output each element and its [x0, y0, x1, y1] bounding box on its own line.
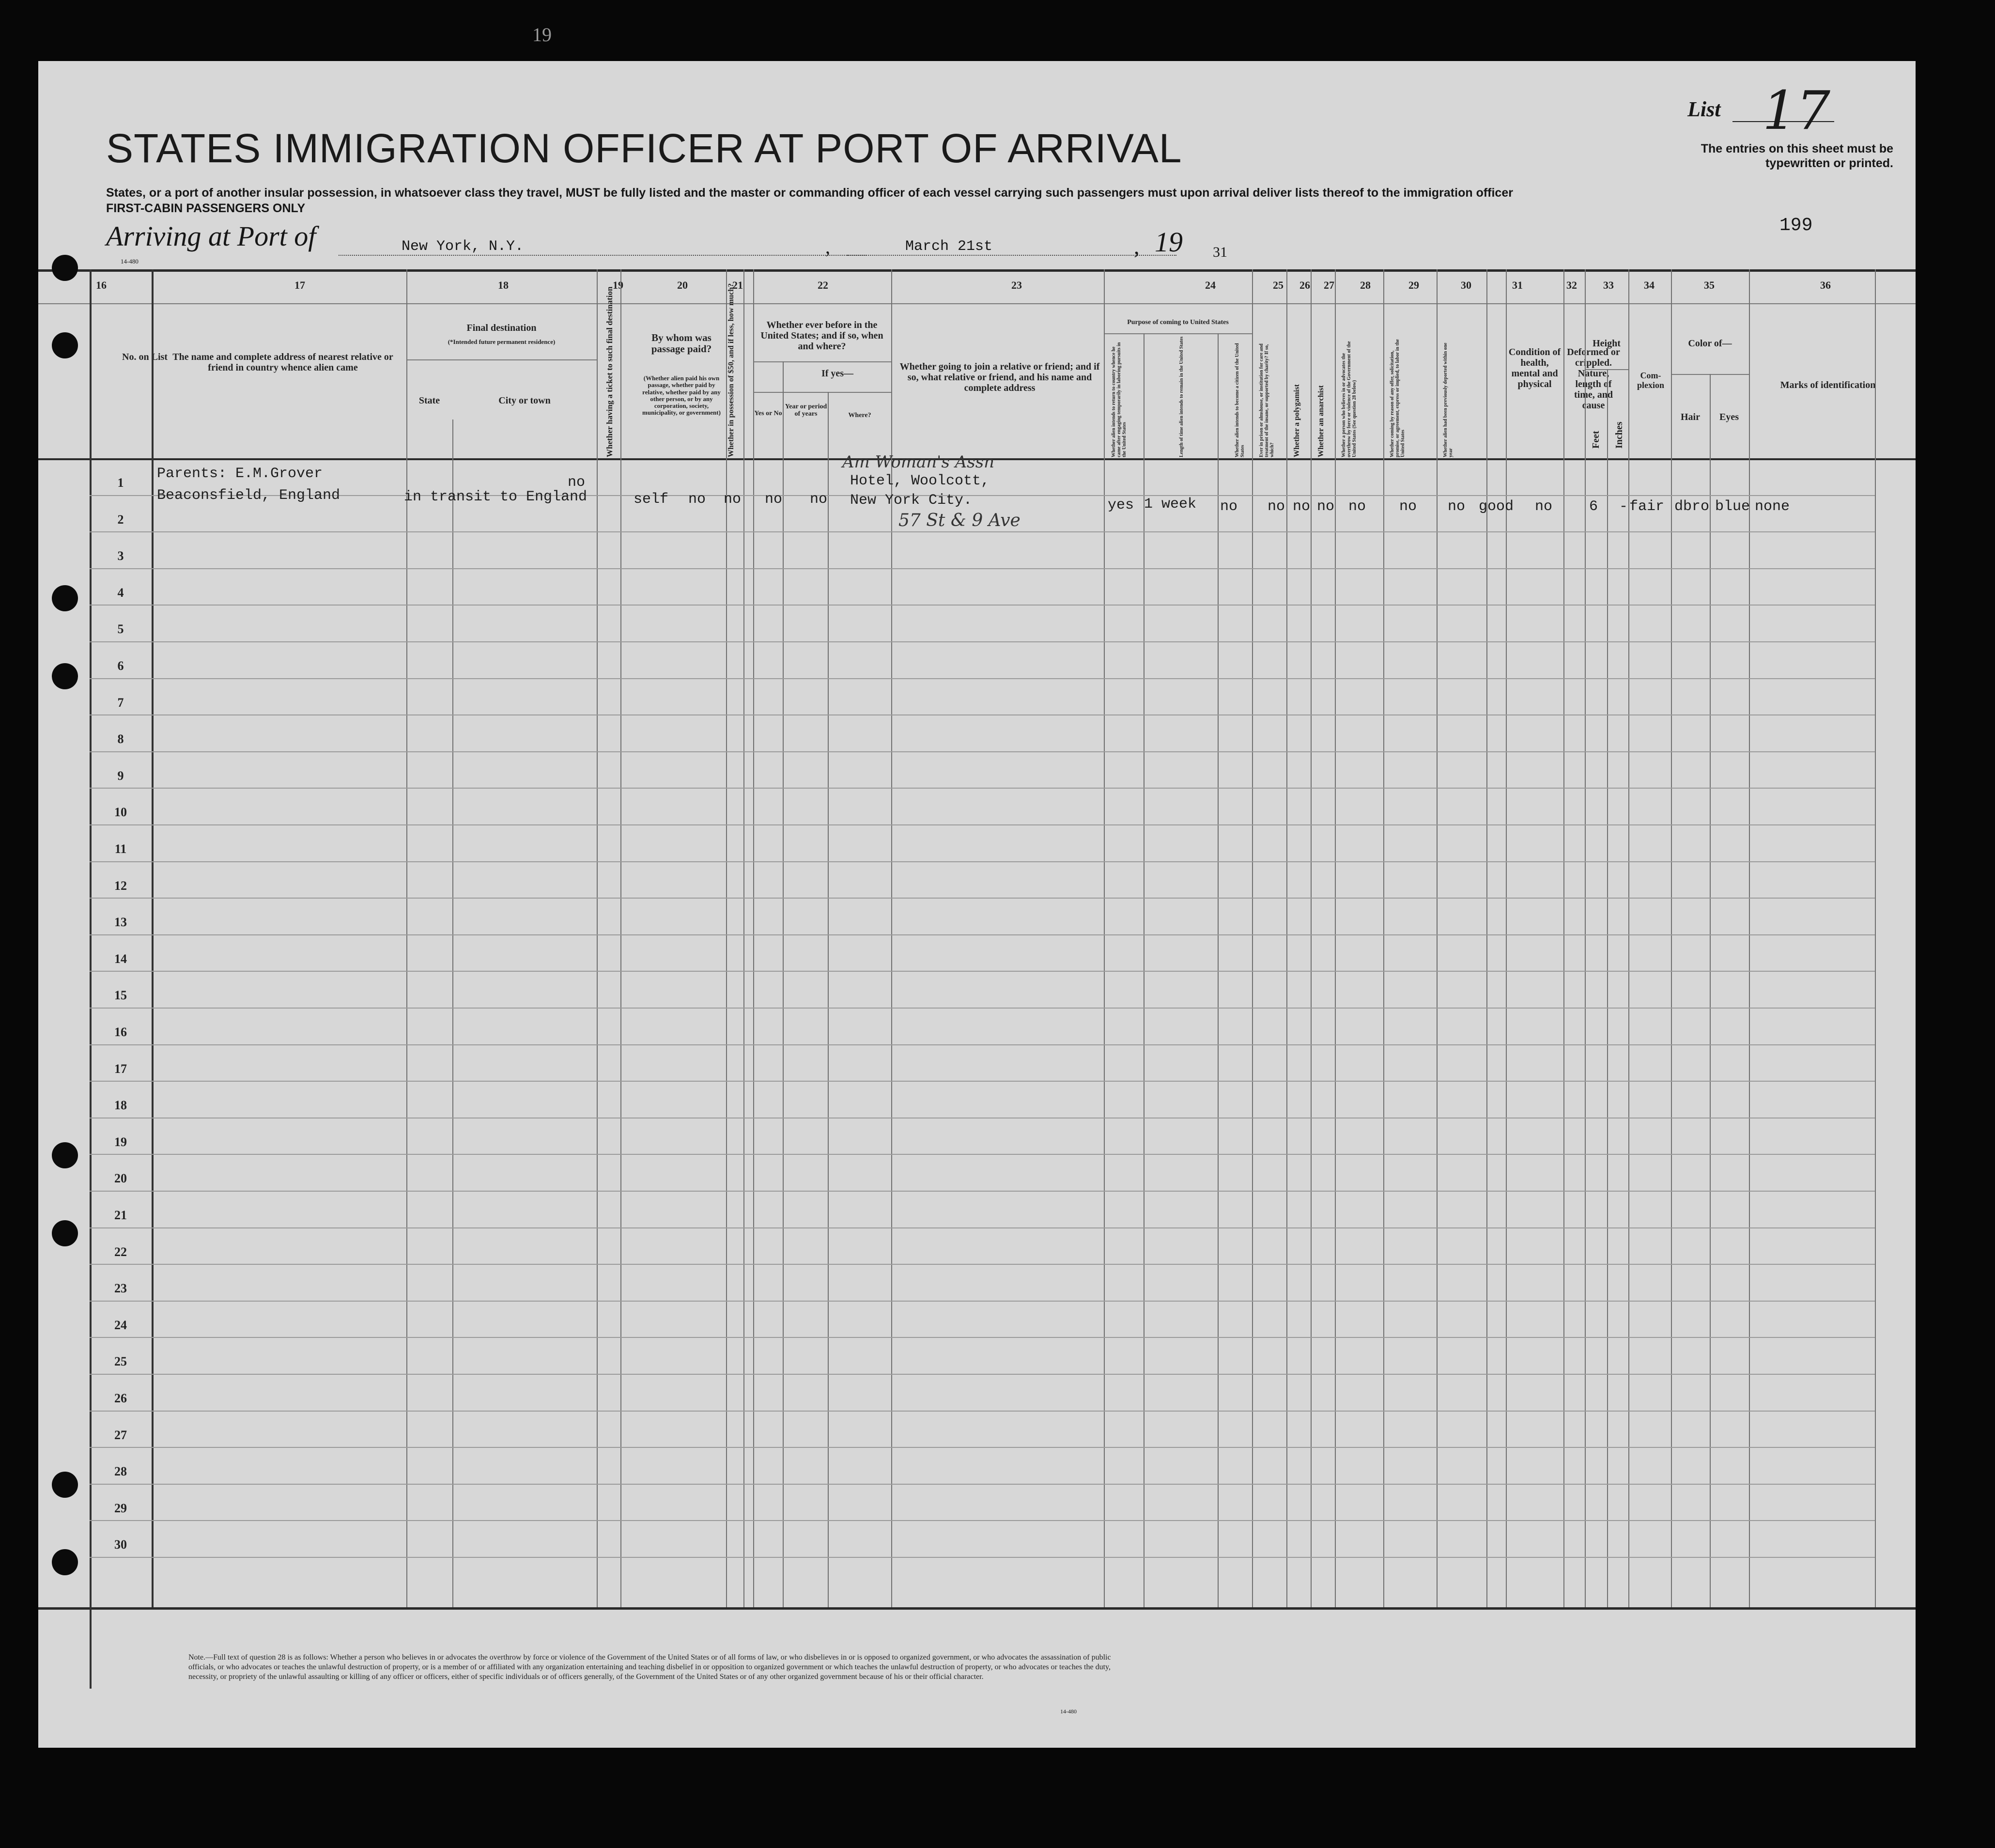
header-nearest-relative: The name and complete address of nearest relative or friend in country whence alien came — [172, 352, 393, 373]
row-number: 12 — [114, 878, 127, 893]
row-number: 16 — [114, 1025, 127, 1039]
entry-eyes: blue — [1715, 498, 1750, 515]
row-number: 14 — [114, 951, 127, 966]
col-divider — [597, 269, 598, 1607]
typewritten-note: The entries on this sheet must be typewritten or printed. — [1701, 142, 1893, 170]
row-rule — [90, 678, 1875, 679]
col-divider — [1252, 269, 1253, 1607]
entry-where: no — [810, 491, 828, 508]
col-divider — [783, 361, 784, 1607]
header-complexion: Com-plexion — [1637, 371, 1664, 390]
binder-hole — [52, 1472, 78, 1498]
header-passage-paid: By whom was passage paid? — [651, 332, 712, 355]
entry-destination: in transit to England — [404, 489, 588, 505]
entry-join-line1: Hotel, Woolcott, — [850, 473, 990, 489]
col-divider — [1671, 269, 1672, 1607]
row-rule — [90, 1227, 1875, 1228]
col-divider — [90, 269, 92, 1689]
row-number: 23 — [114, 1281, 127, 1296]
header-city: City or town — [498, 395, 551, 406]
page-number: 199 — [1779, 215, 1813, 236]
row-rule — [90, 1557, 1875, 1558]
binder-hole — [52, 255, 78, 281]
footer-form-code: 14-480 — [1060, 1708, 1077, 1715]
header-final-destination: Final destination — [466, 323, 537, 333]
header-ticket: Whether having a ticket to such final destination — [605, 286, 614, 457]
colnum-21: 21 — [732, 279, 743, 291]
entry-offer: no — [1399, 498, 1417, 515]
col-divider — [1749, 269, 1750, 1607]
row-rule — [90, 605, 1875, 606]
row-number: 24 — [114, 1318, 127, 1332]
row-number: 11 — [114, 842, 127, 856]
row-rule — [90, 1484, 1875, 1485]
col-divider — [1710, 374, 1711, 1607]
header-fifty-dollars: Whether in possession of $50, and if less, how much? — [727, 283, 735, 457]
row-number: 18 — [114, 1098, 127, 1113]
header-state: State — [418, 395, 440, 406]
colnum-19: 19 — [613, 279, 623, 291]
entry-join-handwritten: Am Woman's Assn — [842, 452, 995, 472]
footer-note: Note.—Full text of question 28 is as follows: Whether a person who believes in or advocates the overthrow by force or violence of the Government of the United States or of all forms of law, or who disbelieves in or is opposed to organized government, or who advocates the assassination of public officials, or who advocates or teaches the unlawful destruction of property, or is a member of or affiliated with any organization entertaining and teaching disbelief in or opposition to organized government or which teaches the unlawful destruction of property, or who advocates or teaches the duty, necessity, or propriety of the unlawful assaulting or killing of any officer or officers, either of specific individuals or of officers generally, of the Government of the United States or of any other organized government because of his or their official character. — [188, 1653, 1111, 1681]
row-rule — [90, 751, 1875, 752]
colnum-28: 28 — [1360, 279, 1371, 291]
header-purpose: Purpose of coming to United States — [1127, 319, 1229, 326]
row-number: 13 — [114, 915, 127, 930]
document-sheet — [38, 24, 1916, 1748]
table-bottom-rule — [38, 1607, 1916, 1610]
row-rule — [90, 1301, 1875, 1302]
header-subtitle: States, or a port of another insular possession, in whatsoever class they travel, MUST be fully listed and the master or commanding officer of each vessel carrying such passengers must upon arrival deliver lists thereof to the immigration officer — [106, 186, 1513, 200]
entry-inches: - — [1619, 498, 1628, 515]
binder-hole — [52, 585, 78, 611]
row-number: 7 — [117, 695, 124, 710]
colnum-32: 32 — [1566, 279, 1577, 291]
entry-length: 1 week — [1144, 496, 1197, 512]
colnum-20: 20 — [677, 279, 688, 291]
row-number: 8 — [117, 732, 124, 746]
port-value: New York, N.Y. — [402, 238, 524, 255]
colnum-22: 22 — [818, 279, 828, 291]
row-rule — [90, 1447, 1875, 1448]
col-divider — [743, 269, 744, 1607]
rule-final-dest — [406, 359, 597, 360]
form-code-top: 14-480 — [121, 258, 139, 265]
row-rule — [90, 1264, 1875, 1265]
col-divider — [1585, 269, 1586, 1607]
header-inches: Inches — [1614, 421, 1624, 449]
header-join-relative: Whether going to join a relative or friend; and if so, what relative or friend, and his name and complete address — [899, 361, 1100, 393]
entry-relative-line2: Beaconsfield, England — [157, 487, 340, 504]
list-number: 17 — [1763, 79, 1830, 141]
entry-deformed: no — [1535, 498, 1553, 515]
header-marks: Marks of identification — [1780, 380, 1876, 390]
row-number: 22 — [114, 1244, 127, 1259]
row-number: 17 — [114, 1061, 127, 1076]
entry-ever-before: no — [724, 491, 742, 508]
row-number: 30 — [114, 1537, 127, 1552]
row-rule — [90, 1154, 1875, 1155]
col-divider — [452, 419, 453, 1607]
row-number: 2 — [117, 512, 124, 527]
entry-relative-line1: Parents: E.M.Grover — [157, 466, 323, 482]
entry-health: good — [1479, 498, 1514, 515]
header-hair: Hair — [1681, 412, 1700, 422]
col-divider — [1104, 269, 1105, 1607]
row-number: 27 — [114, 1428, 127, 1442]
row-number: 1 — [117, 476, 124, 490]
col-divider — [620, 269, 621, 1607]
row-rule — [90, 1374, 1875, 1375]
row-rule — [90, 568, 1875, 569]
col-divider — [1607, 369, 1608, 1607]
col-divider — [1286, 269, 1287, 1607]
rule-if-yes — [753, 392, 891, 393]
row-number: 25 — [114, 1354, 127, 1369]
header-prison: Ever in prison or almshouse, or institution for care and treatment of the insane, or supported by charity? If so, which? — [1259, 343, 1275, 457]
header-yes-no: Yes or No — [754, 410, 782, 417]
row-rule — [90, 788, 1875, 789]
binder-hole — [52, 1220, 78, 1246]
header-polygamist: Whether a polygamist — [1293, 384, 1301, 457]
rule-purpose — [1104, 333, 1252, 334]
header-no-on-list: No. on List — [122, 352, 168, 362]
row-rule — [90, 1044, 1875, 1045]
row-rule — [90, 934, 1875, 935]
col-divider — [1563, 269, 1564, 1607]
entry-join-handwritten2: 57 St & 9 Ave — [898, 511, 1021, 530]
row-rule — [90, 641, 1875, 642]
colnum-34: 34 — [1644, 279, 1655, 291]
header-final-destination-note: (*Intended future permanent residence) — [448, 338, 556, 345]
comma-2: , — [1134, 234, 1140, 259]
colnum-18: 18 — [498, 279, 509, 291]
rule-ever-before — [753, 361, 891, 362]
col-divider — [753, 269, 754, 1607]
header-feet: Feet — [1591, 431, 1601, 449]
colnum-36: 36 — [1820, 279, 1831, 291]
header-condition: Condition of health, mental and physical — [1508, 347, 1561, 389]
year-suffix: 31 — [1213, 244, 1227, 260]
row-rule — [90, 714, 1875, 715]
row-number: 6 — [117, 659, 124, 673]
row-rule — [90, 971, 1875, 972]
entry-polygamist: no — [1293, 498, 1311, 515]
binder-hole — [52, 1142, 78, 1168]
row-rule — [90, 1191, 1875, 1192]
col-divider — [1383, 269, 1384, 1607]
list-label: List — [1687, 97, 1721, 121]
row-number: 4 — [117, 585, 124, 600]
colnum-35: 35 — [1704, 279, 1715, 291]
entry-prison: no — [1268, 498, 1285, 515]
header-color-of: Color of— — [1688, 338, 1732, 349]
colnum-31: 31 — [1512, 279, 1523, 291]
row-number: 15 — [114, 988, 127, 1003]
header-offer: Whether coming by reason of any offer, solicitation, promise, or agreement, express or implied, to labor in the United States — [1390, 339, 1406, 457]
port-line — [339, 255, 866, 256]
entry-overthrow: no — [1348, 498, 1366, 515]
header-deformed: Deformed or crippled. Nature, length of time, and cause — [1567, 347, 1620, 411]
row-rule — [90, 531, 1875, 532]
entry-hair: dbro — [1674, 498, 1710, 515]
row-number: 5 — [117, 622, 124, 637]
row-number: 3 — [117, 549, 124, 563]
row-number: 21 — [114, 1208, 127, 1222]
colnum-33: 33 — [1603, 279, 1614, 291]
header-eyes: Eyes — [1719, 412, 1739, 422]
entry-ticket: no — [568, 474, 586, 491]
row-rule — [90, 1081, 1875, 1082]
entry-return: yes — [1108, 497, 1134, 513]
col-divider — [828, 392, 829, 1607]
colnum-17: 17 — [294, 279, 305, 291]
header-year-period: Year or period of years — [785, 403, 827, 418]
row-number: 10 — [114, 805, 127, 820]
year-prefix: 19 — [1155, 226, 1183, 258]
col-divider — [1218, 333, 1219, 1607]
row-number: 29 — [114, 1501, 127, 1515]
col-divider — [1437, 269, 1438, 1607]
header-overthrow: Whether a person who believes in or advocates the overthrow by force or violence of the Government of the United States (See question 28 below) — [1341, 341, 1357, 457]
colnum-23: 23 — [1011, 279, 1022, 291]
entry-year: no — [765, 491, 783, 508]
row-number: 19 — [114, 1134, 127, 1149]
binder-hole — [52, 1549, 78, 1575]
entry-citizen: no — [1220, 498, 1238, 515]
entry-feet: 6 — [1589, 498, 1598, 515]
binder-hole — [52, 332, 78, 358]
row-rule — [90, 824, 1875, 825]
page-title: STATES IMMIGRATION OFFICER AT PORT OF ARRIVAL — [106, 125, 1182, 171]
header-passage-note: (Whether alien paid his own passage, whether paid by relative, whether paid by any other person, or by any corporation, society, municipality, or government) — [642, 374, 721, 417]
colnum-24: 24 — [1205, 279, 1216, 291]
header-if-yes: If yes— — [821, 368, 854, 379]
header-height: Height — [1593, 338, 1621, 349]
header-rule-1 — [38, 303, 1916, 304]
row-number: 9 — [117, 768, 124, 783]
header-purpose-citizen: Whether alien intends to become a citizen of the United States — [1235, 343, 1245, 457]
row-rule — [90, 1520, 1875, 1521]
col-divider — [1875, 269, 1876, 1607]
col-divider — [1486, 269, 1487, 1607]
colnum-30: 30 — [1461, 279, 1471, 291]
header-purpose-return: Whether alien intends to return to country whence he came after engaging temporarily in laboring pursuits in the United States — [1111, 342, 1127, 457]
arriving-label: Arriving at Port of — [106, 220, 316, 252]
entry-marks: none — [1755, 498, 1790, 515]
date-line — [847, 255, 1176, 256]
comma-1: , — [825, 236, 830, 258]
col-divider — [1335, 269, 1336, 1607]
col-divider — [406, 269, 407, 1607]
colnum-16: 16 — [96, 279, 107, 291]
entry-join-line2: New York City. — [850, 492, 973, 509]
row-rule — [90, 898, 1875, 899]
table-top-rule — [38, 269, 1916, 272]
col-divider — [1311, 269, 1312, 1607]
entry-deported: no — [1448, 498, 1466, 515]
date-value: March 21st — [905, 238, 993, 255]
entry-anarchist: no — [1317, 498, 1335, 515]
col-divider — [726, 269, 727, 1607]
row-rule — [90, 1337, 1875, 1338]
row-number: 20 — [114, 1171, 127, 1186]
colnum-27: 27 — [1324, 279, 1334, 291]
header-purpose-length: Length of time alien intends to remain in the United States — [1179, 336, 1184, 457]
first-cabin-label: FIRST-CABIN PASSENGERS ONLY — [106, 202, 306, 215]
row-rule — [90, 1411, 1875, 1412]
header-anarchist: Whether an anarchist — [1317, 385, 1325, 457]
colnum-26: 26 — [1299, 279, 1310, 291]
col-divider — [1628, 269, 1629, 1607]
row-number: 26 — [114, 1391, 127, 1405]
entry-passage-paid: self — [634, 491, 669, 508]
row-rule — [90, 495, 1875, 496]
row-number: 28 — [114, 1464, 127, 1479]
header-deported: Whether alien had been previously deported within one year — [1443, 342, 1454, 457]
col-divider — [1506, 269, 1507, 1607]
binder-hole — [52, 663, 78, 689]
row-rule — [90, 1008, 1875, 1009]
header-where: Where? — [848, 412, 871, 419]
top-scribble: 19 — [532, 24, 552, 46]
col-divider — [152, 269, 154, 1607]
colnum-29: 29 — [1408, 279, 1419, 291]
row-rule — [90, 861, 1875, 862]
entry-fifty: no — [688, 491, 706, 508]
header-ever-before: Whether ever before in the United States; and if so, when and where? — [760, 320, 883, 352]
entry-complexion: fair — [1629, 498, 1665, 515]
colnum-25: 25 — [1273, 279, 1284, 291]
